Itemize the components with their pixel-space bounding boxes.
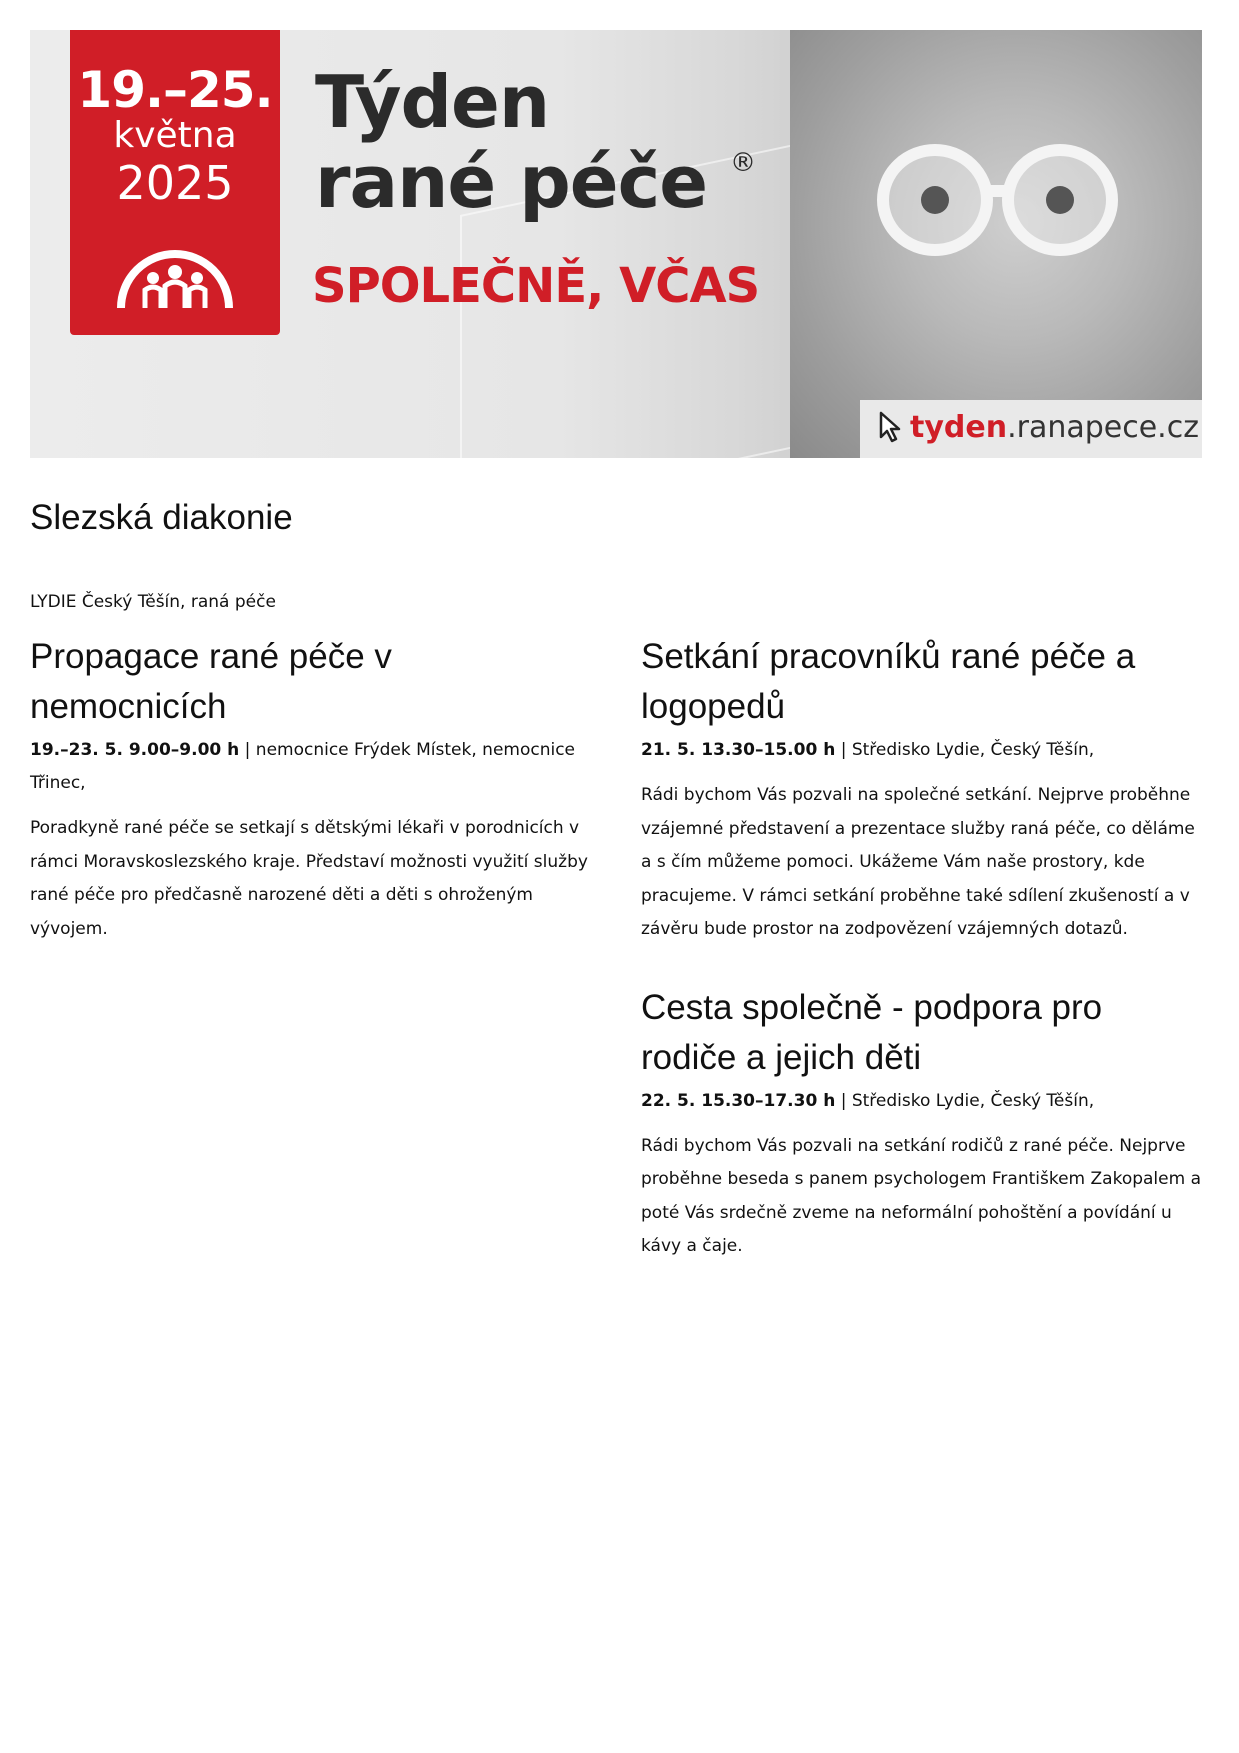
event-place: | Středisko Lydie, Český Těšín,: [835, 1090, 1095, 1111]
date-box: [70, 30, 280, 335]
website-url[interactable]: [910, 410, 1199, 445]
event-time: 21. 5. 13.30–15.00 h: [641, 740, 836, 760]
event-title: Cesta společně - podpora pro rodiče a jejich děti: [641, 987, 1103, 1077]
left-column: [30, 632, 590, 982]
event-description: Rádi bychom Vás pozvali na společné setkání. Nejprve proběhne vzájemné představení a prezentace služby raná péče, co děláme a s čím můžeme pomoci. Ukážeme Vám naše prostory, kde pracujeme. V rámci setkání proběhne také sdílení zkušeností a v závěru bude prostor na zodpovězení vzájemných dotazů.: [641, 785, 1195, 939]
banner-subtitle: SPOLEČNĚ, VČAS: [312, 258, 760, 314]
event-title: Setkání pracovníků rané péče a logopedů: [641, 637, 1136, 726]
organization-name: Slezská diakonie: [30, 498, 293, 537]
event-meta: [641, 734, 1201, 767]
cursor-icon: [878, 411, 904, 443]
event-description: Rádi bychom Vás pozvali na setkání rodičů z rané péče. Nejprve proběhne beseda s panem psychologem Františkem Zakopalem a poté Vás srdečně zveme na neformální pohoštění a povídání u kávy a čaje.: [641, 1135, 1201, 1256]
event-time: 22. 5. 15.30–17.30 h: [641, 1090, 836, 1111]
banner-title-line2: rané péče: [315, 140, 708, 224]
banner-title-line1: Týden: [315, 60, 550, 144]
event-item: [641, 983, 1201, 1264]
event-time: 19.–23. 5. 9.00–9.00 h: [30, 740, 240, 760]
date-range: 19.–25.: [77, 61, 273, 119]
event-meta: [641, 1085, 1201, 1118]
event-title: Propagace rané péče v nemocnicích: [30, 637, 392, 726]
event-item: [30, 632, 590, 946]
location-line: LYDIE Český Těšín, raná péče: [30, 592, 276, 612]
event-place: | Středisko Lydie, Český Těšín,: [835, 740, 1095, 760]
date-month: května: [113, 115, 237, 156]
url-highlight: tyden: [910, 410, 1008, 445]
glasses-illustration: [875, 140, 1125, 260]
event-meta: [30, 734, 590, 800]
event-description: Poradkyně rané péče se setkají s dětskými lékaři v porodnicích v rámci Moravskoslezského kraje. Představí možnosti využití služby rané péče pro předčasně narozené děti a děti s ohroženým vývojem.: [30, 818, 588, 939]
registered-mark: ®: [730, 148, 756, 178]
family-logo-icon: [115, 250, 235, 310]
date-year: 2025: [116, 156, 234, 210]
url-rest: .ranapece.cz: [1007, 410, 1199, 445]
event-banner: [30, 30, 1202, 458]
event-place: | nemocnice Frýdek Místek, nemocnice Třinec,: [30, 740, 576, 793]
event-item: [641, 632, 1201, 947]
right-column: [641, 632, 1201, 1300]
